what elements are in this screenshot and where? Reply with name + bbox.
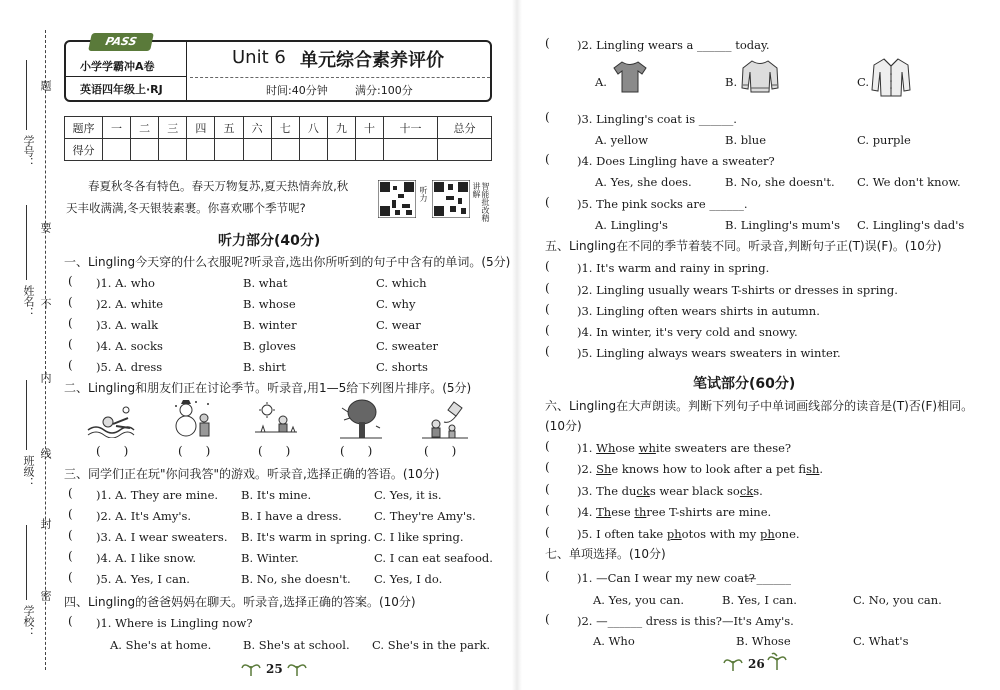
sweater-icon[interactable]: [740, 58, 780, 96]
option-c: C. I can eat seafood.: [374, 551, 493, 565]
underlined-sound: ph: [759, 527, 775, 541]
answer-blank[interactable]: (: [68, 295, 73, 309]
answer-blank[interactable]: (: [68, 337, 73, 351]
question-item: )4. Does Lingling have a sweater?: [577, 154, 775, 168]
page-title: 单元综合素养评价: [300, 50, 444, 71]
question-item: )2. Lingling usually wears T-shirts or dresses in spring.: [577, 283, 898, 297]
answer-blank[interactable]: ( ): [424, 444, 457, 458]
table-header-cell: 十: [355, 117, 383, 139]
qr-code-icon[interactable]: [378, 180, 416, 218]
question-item: )3. A. walk: [96, 318, 159, 332]
question-item: )4. These three T-shirts are mine.: [577, 505, 772, 519]
answer-blank[interactable]: (: [68, 614, 73, 628]
table-header-cell: 二: [131, 117, 159, 139]
question-item: )3. Lingling often wears shirts in autumn.: [577, 304, 820, 318]
answer-blank[interactable]: (: [545, 281, 550, 295]
school-label: 学校：: [22, 605, 35, 638]
pass-logo: PASS: [88, 33, 154, 51]
question-item: )5. I often take photos with my phone.: [577, 527, 800, 541]
section-score: (10分): [545, 419, 582, 433]
divider: [186, 42, 187, 100]
option-c: C. sweater: [376, 339, 439, 353]
shirt-icon[interactable]: [870, 56, 912, 98]
option-c: C. What's: [853, 634, 909, 648]
score-row-label: 得分: [65, 139, 103, 161]
answer-blank[interactable]: ( ): [178, 444, 211, 458]
question-item: )2. A. It's Amy's.: [96, 509, 192, 523]
intro-text: 春夏秋冬各有特色。春天万物复苏,夏天热情奔放,秋: [88, 179, 349, 193]
question-item: )1. Where is Lingling now?: [96, 616, 253, 630]
question-item: )1. It's warm and rainy in spring.: [577, 261, 770, 275]
table-header-cell: 五: [215, 117, 243, 139]
option-c: C. She's in the park.: [372, 638, 491, 652]
divider: [190, 77, 490, 78]
answer-blank[interactable]: (: [68, 486, 73, 500]
dialog-answer: —It's Amy's.: [722, 614, 794, 628]
unit-label: Unit 6: [232, 47, 286, 68]
sprout-icon: [240, 660, 262, 676]
answer-blank[interactable]: (: [68, 507, 73, 521]
question-item: )3. The ducks wear black socks.: [577, 484, 763, 498]
seal-char: 要: [39, 222, 52, 233]
answer-blank[interactable]: (: [545, 323, 550, 337]
underlined-sound: ph: [666, 527, 682, 541]
student-id-field[interactable]: [26, 60, 27, 130]
table-header-cell: 六: [243, 117, 271, 139]
grade-label: 英语四年级上·RJ: [80, 83, 163, 96]
answer-blank[interactable]: (: [545, 460, 550, 474]
answer-blank[interactable]: (: [545, 525, 550, 539]
section-header: 笔试部分(60分): [693, 376, 796, 392]
answer-blank[interactable]: (: [68, 316, 73, 330]
table-header-cell: 九: [327, 117, 355, 139]
underlined-sound: th: [634, 505, 647, 519]
question-item: )4. A. I like snow.: [96, 551, 197, 565]
time-limit: 时间:40分钟: [266, 84, 328, 97]
score-cell[interactable]: [215, 139, 243, 161]
answer-blank[interactable]: (: [68, 549, 73, 563]
table-header-cell: 七: [271, 117, 299, 139]
question-item: )1. A. who: [96, 276, 155, 290]
question-item: )5. A. Yes, I can.: [96, 572, 190, 586]
answer-blank[interactable]: (: [545, 569, 550, 583]
sprout-icon: [286, 660, 308, 676]
page-number: 26: [748, 657, 765, 671]
answer-blank[interactable]: (: [545, 195, 550, 209]
question-item: )2. Lingling wears a ______ today.: [577, 38, 770, 52]
underlined-sound: wh: [638, 441, 656, 455]
option-c: C. I like spring.: [374, 530, 464, 544]
qr-code-icon[interactable]: [432, 180, 470, 218]
option-c: C. wear: [376, 318, 421, 332]
option-c: C. Lingling's dad's: [857, 218, 965, 232]
answer-blank[interactable]: (: [545, 439, 550, 453]
answer-blank[interactable]: ( ): [258, 444, 291, 458]
name-field[interactable]: [26, 205, 27, 280]
answer-blank[interactable]: (: [545, 36, 550, 50]
option-a: A. Yes, she does.: [595, 175, 692, 189]
option-b: B. shirt: [243, 360, 286, 374]
question-item: )5. Lingling always wears sweaters in winter.: [577, 346, 841, 360]
score-cell[interactable]: [187, 139, 215, 161]
answer-blank[interactable]: (: [545, 152, 550, 166]
seal-char: 线: [39, 448, 52, 459]
page-fold: [512, 0, 522, 690]
question-item: )1. Whose white sweaters are these?: [577, 441, 792, 455]
question-item: )5. A. dress: [96, 360, 163, 374]
question-item: )3. A. I wear sweaters.: [96, 530, 228, 544]
answer-blank[interactable]: (: [545, 110, 550, 124]
option-a: A. Lingling's: [595, 218, 668, 232]
question-item: )1. —Can I wear my new coat?: [577, 571, 755, 585]
option-c: C. Yes, it is.: [374, 488, 442, 502]
option-b: B. It's mine.: [241, 488, 312, 502]
section-title: 六、Lingling在大声朗读。判断下列句子中单词画线部分的读音是(T)否(F)相同。: [545, 399, 974, 413]
class-field[interactable]: [26, 380, 27, 450]
option-b: B. She's at school.: [243, 638, 350, 652]
divider: [66, 76, 186, 77]
underlined-sound: ck: [739, 484, 754, 498]
option-a: A. yellow: [595, 133, 649, 147]
option-b: B. winter: [243, 318, 297, 332]
school-field[interactable]: [26, 525, 27, 600]
table-header-cell: 题序: [65, 117, 103, 139]
option-b: B. Winter.: [241, 551, 299, 565]
table-header-cell: 一: [103, 117, 131, 139]
table-header-cell: 总分: [437, 117, 491, 139]
score-cell[interactable]: [131, 139, 159, 161]
answer-blank[interactable]: (: [545, 503, 550, 517]
score-table: [64, 116, 492, 161]
table-header-cell: 八: [299, 117, 327, 139]
answer-blank[interactable]: (: [545, 302, 550, 316]
swimming-picture: [86, 404, 136, 438]
option-a: A. Who: [593, 634, 635, 648]
option-b: B. whose: [243, 297, 296, 311]
kite-picture: [422, 400, 468, 442]
full-score: 满分:100分: [355, 84, 413, 97]
option-b: B. Yes, I can.: [722, 593, 797, 607]
answer-blank[interactable]: (: [68, 570, 73, 584]
score-cell[interactable]: [327, 139, 355, 161]
underlined-sound: Th: [596, 505, 612, 519]
answer-blank[interactable]: (: [545, 344, 550, 358]
question-item: )1. A. They are mine.: [96, 488, 219, 502]
section-title: 二、Lingling和朋友们正在讨论季节。听录音,用1—5给下列图片排序。(5分): [64, 381, 472, 395]
score-cell[interactable]: [384, 139, 438, 161]
student-id-label: 学号：: [22, 135, 35, 168]
option-c: C. They're Amy's.: [374, 509, 476, 523]
class-label: 班级：: [22, 455, 35, 488]
answer-blank[interactable]: (: [545, 482, 550, 496]
underlined-sound: Wh: [596, 441, 616, 455]
cut-line: [45, 30, 46, 670]
qr-label: 听力: [419, 186, 428, 202]
score-cell[interactable]: [299, 139, 327, 161]
question-item: )4. A. socks: [96, 339, 163, 353]
option-b: B. blue: [725, 133, 767, 147]
option-b: B. No, she doesn't.: [241, 572, 351, 586]
answer-blank[interactable]: (: [545, 259, 550, 273]
question-item: )3. Lingling's coat is ______.: [577, 112, 737, 126]
question-item: )2. She knows how to look after a pet fish.: [577, 462, 824, 476]
page-number: 25: [266, 662, 283, 676]
score-cell[interactable]: [437, 139, 491, 161]
answer-blank[interactable]: ( ): [96, 444, 129, 458]
score-cell[interactable]: [355, 139, 383, 161]
table-header-cell: 三: [159, 117, 187, 139]
option-b: B. I have a dress.: [241, 509, 342, 523]
intro-text: 天丰收满满,冬天银装素裹。你喜欢哪个季节呢?: [66, 201, 306, 215]
option-c: C. Yes, I do.: [374, 572, 443, 586]
question-item: )5. The pink socks are ______.: [577, 197, 748, 211]
option-c: C. purple: [857, 133, 911, 147]
question-item: )2. —______ dress is this?: [577, 614, 722, 628]
option-c: C. We don't know.: [857, 175, 961, 189]
option-a: A. She's at home.: [110, 638, 212, 652]
score-cell[interactable]: [103, 139, 131, 161]
series-name: 小学学霸冲A卷: [80, 60, 155, 73]
spring-picture: [255, 402, 297, 440]
answer-line[interactable]: —______: [745, 571, 791, 585]
section-title: 一、Lingling今天穿的什么衣服呢?听录音,选出你所听到的句子中含有的单词。(5分): [64, 255, 511, 269]
option-b: B. No, she doesn't.: [725, 175, 835, 189]
underlined-sound: Sh: [596, 462, 612, 476]
option-b: B. It's warm in spring.: [241, 530, 372, 544]
question-item: )4. In winter, it's very cold and snowy.: [577, 325, 798, 339]
autumn-tree-picture: [338, 398, 384, 442]
option-b: B. Lingling's mum's: [725, 218, 840, 232]
section-title: 三、同学们正在玩"你问我答"的游戏。听录音,选择正确的答语。(10分): [64, 467, 440, 481]
option-b: B. gloves: [243, 339, 296, 353]
option-c: C. No, you can.: [853, 593, 942, 607]
sprout-icon: [722, 655, 744, 671]
answer-blank[interactable]: (: [68, 358, 73, 372]
answer-blank[interactable]: ( ): [340, 444, 373, 458]
name-label: 姓名：: [22, 285, 35, 318]
seal-char: 密: [39, 590, 52, 601]
sprout-icon: [766, 652, 788, 670]
option-c: C. why: [376, 297, 416, 311]
answer-blank[interactable]: (: [68, 274, 73, 288]
score-cell[interactable]: [271, 139, 299, 161]
option-b: B. Whose: [736, 634, 791, 648]
section-title: 四、Lingling的爸爸妈妈在聊天。听录音,选择正确的答案。(10分): [64, 595, 416, 609]
score-cell[interactable]: [243, 139, 271, 161]
seal-char: 内: [39, 372, 52, 383]
table-header-cell: 十一: [384, 117, 438, 139]
option-b: B.: [725, 75, 738, 89]
seal-char: 题: [39, 80, 52, 91]
score-cell[interactable]: [159, 139, 187, 161]
section-title: 七、单项选择。(10分): [545, 547, 666, 561]
underlined-sound: sh: [806, 462, 820, 476]
option-a: A.: [595, 75, 607, 89]
table-header-cell: 四: [187, 117, 215, 139]
qr-label: 智能批改精讲解: [472, 182, 490, 222]
option-b: B. what: [243, 276, 288, 290]
section-header: 听力部分(40分): [218, 233, 321, 249]
seal-char: 不: [39, 298, 52, 309]
option-c: C. which: [376, 276, 427, 290]
option-c: C. shorts: [376, 360, 428, 374]
section-title: 五、Lingling在不同的季节着装不同。听录音,判断句子正(T)误(F)。(10分): [545, 239, 942, 253]
answer-blank[interactable]: (: [68, 528, 73, 542]
snowman-picture: [172, 400, 212, 440]
seal-char: 封: [39, 518, 52, 529]
question-item: )2. A. white: [96, 297, 164, 311]
tshirt-icon[interactable]: [612, 60, 648, 94]
option-c[interactable]: C.: [857, 75, 870, 89]
underlined-sound: ck: [636, 484, 650, 498]
option-a: A. Yes, you can.: [593, 593, 685, 607]
answer-blank[interactable]: (: [545, 612, 550, 626]
